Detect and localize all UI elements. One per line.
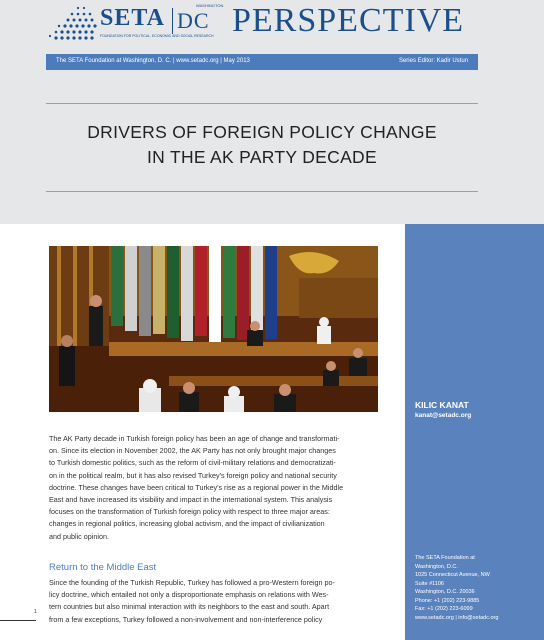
address-line: Washington, D.C. 20036 — [415, 589, 475, 595]
logo-divider — [172, 8, 173, 34]
text-line: The AK Party decade in Turkish foreign policy has been an age of change and transformati- — [49, 434, 340, 443]
article-intro — [49, 433, 379, 543]
text-line: focuses on the transformation of Turkish foreign policy with respect to three major areas: — [49, 507, 330, 517]
page-number: 1 — [34, 609, 37, 615]
text-line: doctrine. These changes have been critical to Turkey's rise as a regional power in the Middle — [49, 482, 344, 492]
publication-title: PERSPECTIVE — [232, 2, 465, 39]
text-line: tern countries but also minimal interaction with its neighbors to the east and south. Apart — [49, 602, 330, 612]
text-line: East and have increased its visibility and impact in the international system. This analysis — [49, 495, 333, 505]
title-bottom-rule — [46, 191, 478, 192]
author-email[interactable]: kanat@setadc.org — [415, 412, 472, 419]
address-line: Suite #1106 — [415, 580, 444, 587]
info-bar — [46, 54, 478, 70]
address-line: The SETA Foundation at — [415, 555, 475, 561]
page-number-rule — [0, 620, 36, 621]
globe-logo-icon — [42, 2, 100, 42]
text-line: on. Since its election in November 2002, the AK Party has not only brought major changes — [49, 446, 336, 456]
address-line: Washington, D.C. — [415, 563, 458, 570]
report-title — [46, 120, 478, 170]
address-line: Fax: +1 (202) 223-6099 — [415, 606, 473, 612]
foundation-address — [415, 554, 498, 622]
text-line: from a few exceptions, Turkey followed a non-involvement and non-interference policy — [49, 614, 323, 624]
text-line: on in the political realm, but it has also revised Turkey's foreign policy and national security — [49, 470, 337, 480]
logo-washington-text: WASHINGTON — [196, 3, 224, 8]
section-body — [49, 577, 379, 626]
section-heading: Return to the Middle East — [49, 562, 157, 573]
text-line: changes in regional politics, increasing global activism, and the impact of civilianization — [49, 519, 325, 529]
series-editor: Series Editor: Kadir Ustun — [398, 58, 468, 64]
report-header — [0, 0, 544, 224]
address-line: Phone: +1 (202) 223-9885 — [415, 597, 480, 604]
dc-logo-text: DC — [177, 8, 210, 33]
text-line: licy doctrine, which entailed not only a disproportionate emphasis on relations with Wes- — [49, 590, 329, 600]
conference-photo — [49, 246, 378, 412]
text-line: to Turkish domestic politics, such as the reform of civil-military relations and democratizati- — [49, 458, 336, 468]
title-line-1: DRIVERS OF FOREIGN POLICY CHANGE — [87, 122, 437, 142]
publication-info: The SETA Foundation at Washington, D. C. | www.setadc.org | May 2013 — [56, 58, 250, 64]
title-line-2: IN THE AK PARTY DECADE — [147, 147, 377, 167]
address-line[interactable]: www.setadc.org | info@setadc.org — [415, 614, 499, 621]
text-line: and public opinion. — [49, 531, 109, 541]
sidebar — [405, 224, 544, 640]
title-top-rule — [46, 103, 478, 104]
address-line: 1025 Connecticut Avenue, NW — [415, 572, 490, 578]
seta-logo-text: SETA — [100, 5, 165, 31]
text-line: Since the founding of the Turkish Republic, Turkey has followed a pro-Western foreign po- — [49, 578, 335, 587]
author-name: KILIC KANAT — [415, 400, 469, 410]
logo-tagline: FOUNDATION FOR POLITICAL, ECONOMIC AND SOCIAL RESEARCH — [100, 34, 214, 38]
